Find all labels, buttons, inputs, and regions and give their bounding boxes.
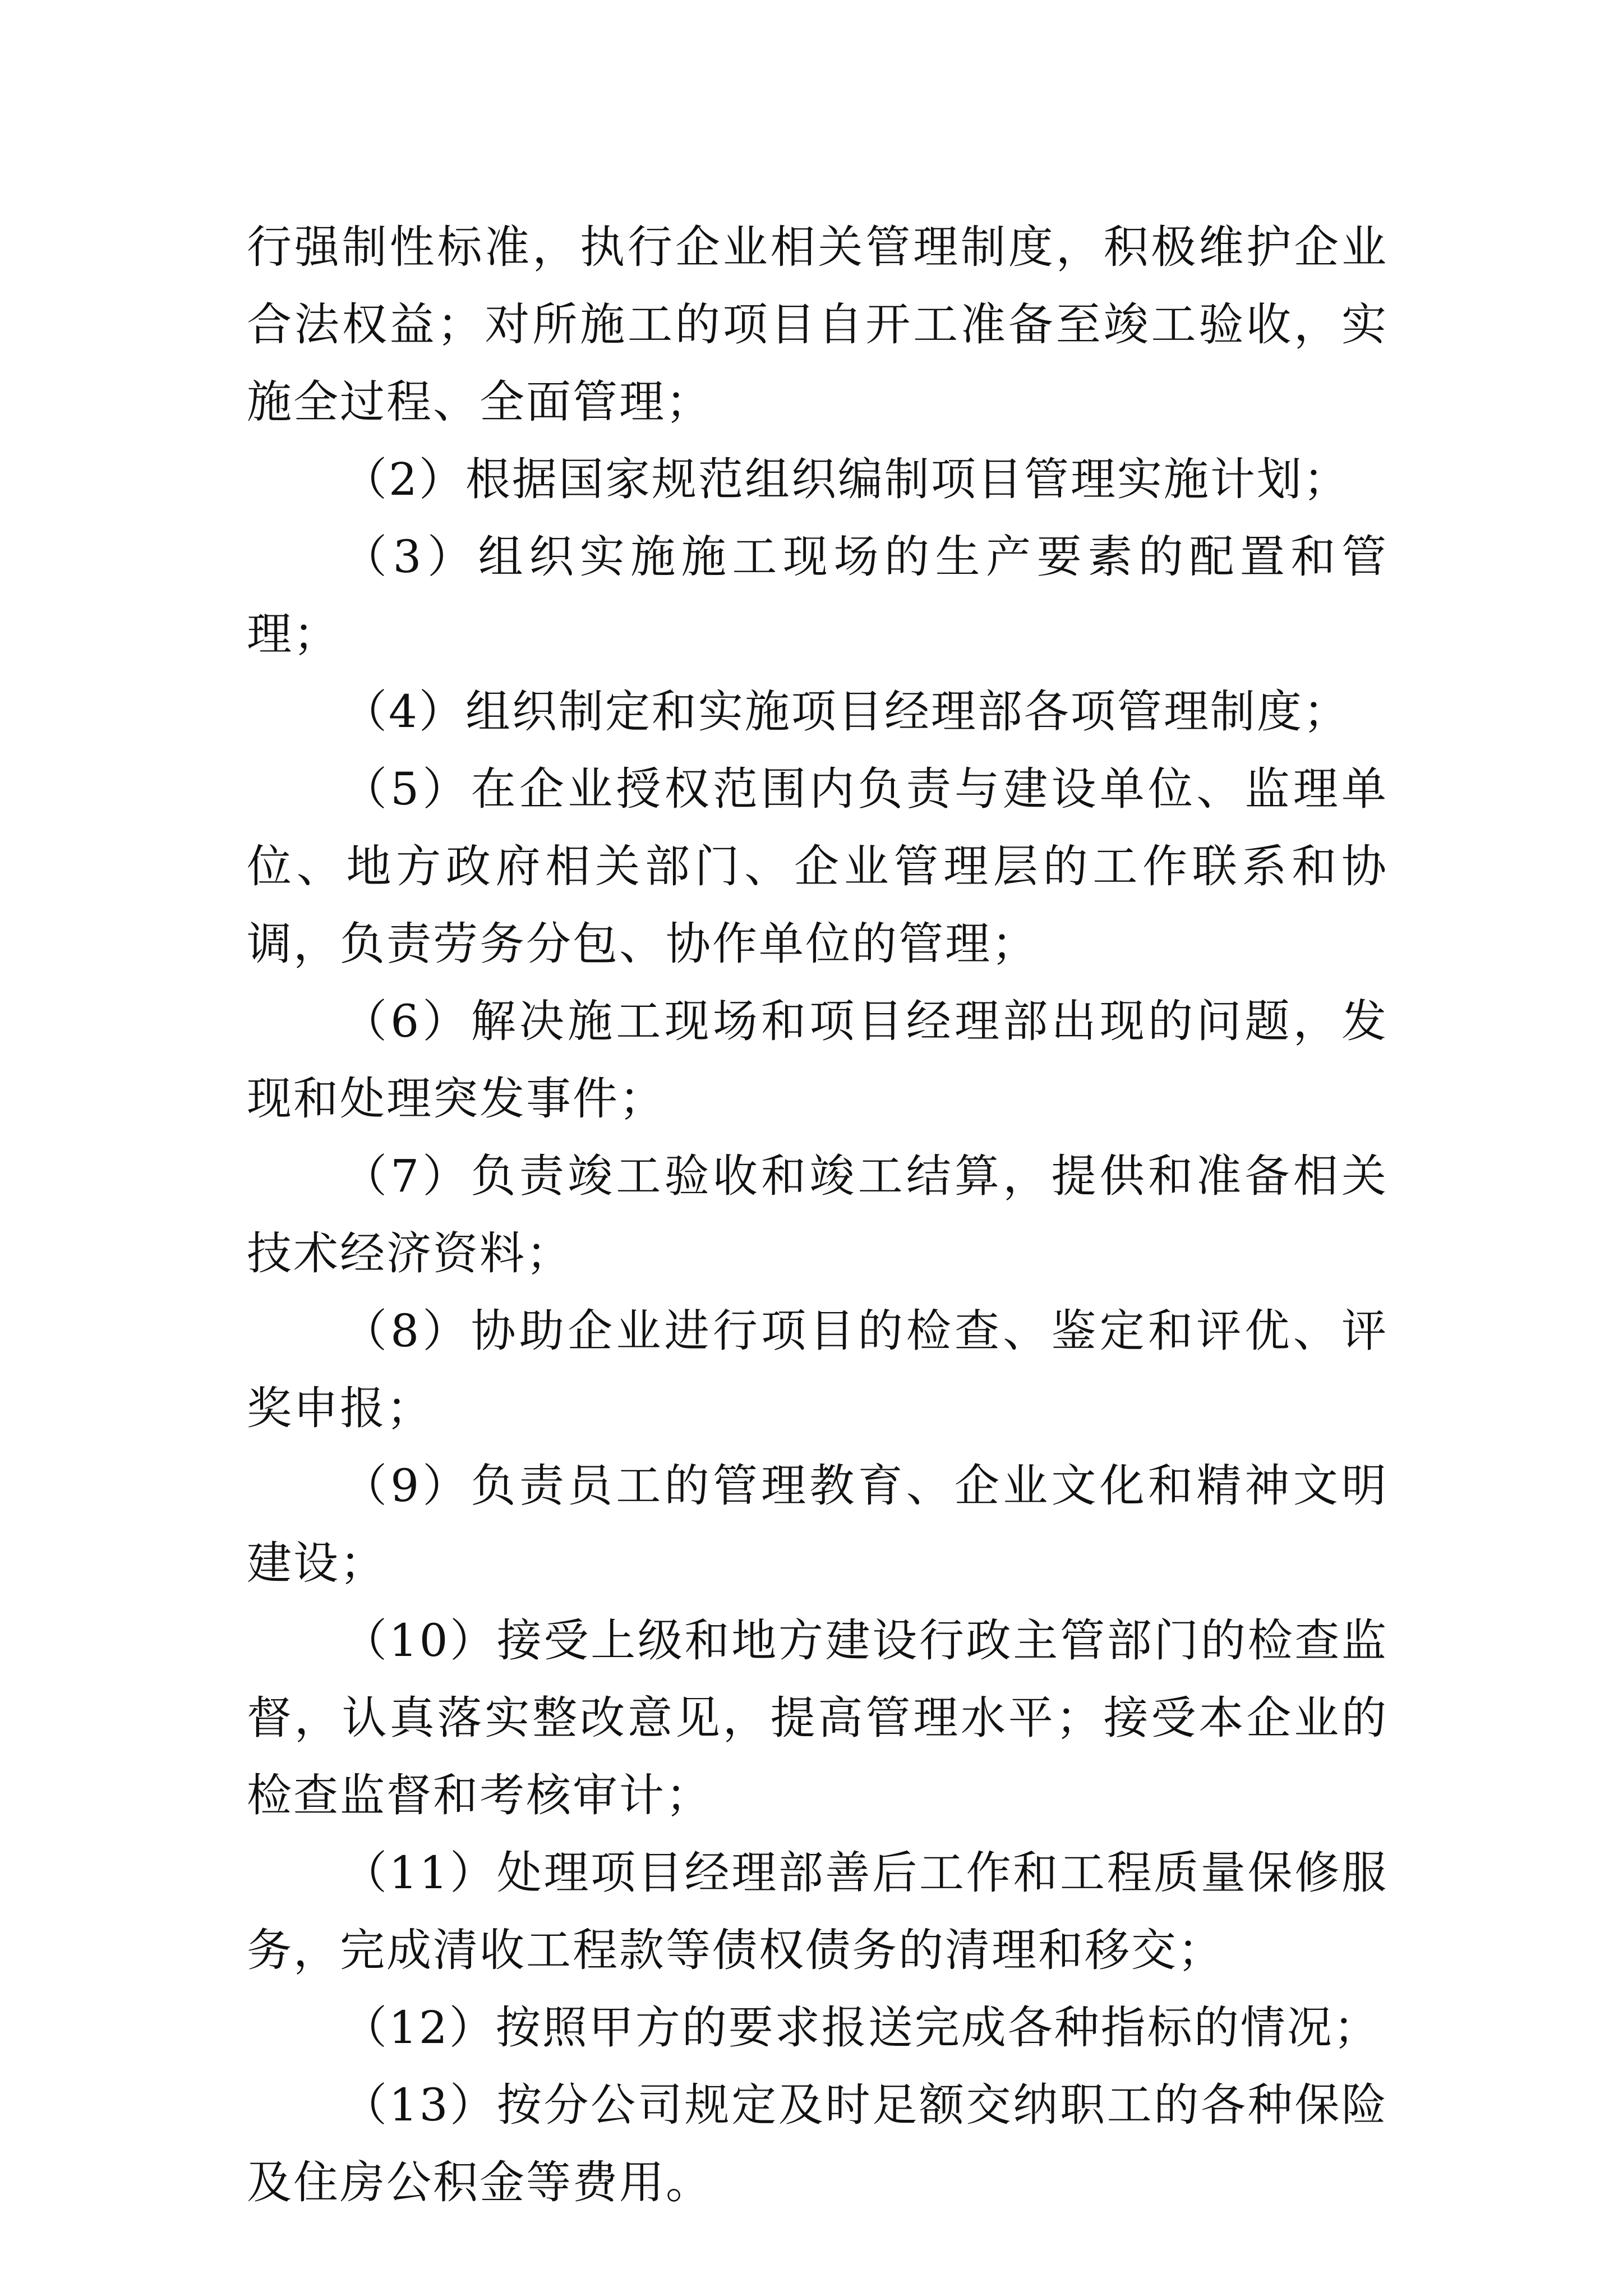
paragraph-item-4: （4）组织制定和实施项目经理部各项管理制度； — [342, 685, 1350, 738]
paragraph-item-8: （8）协助企业进行项目的检查、鉴定和评优、评奖申报； — [247, 1305, 1388, 1434]
paragraph-item-6: （6）解决施工现场和项目经理部出现的问题，发现和处理突发事件； — [247, 995, 1388, 1125]
paragraph-item-5: （5）在企业授权范围内负责与建设单位、监理单位、地方政府相关部门、企业管理层的工作联系和协调，负责劳务分包、协作单位的管理； — [247, 763, 1388, 970]
paragraph-item-10: （10）接受上级和地方建设行政主管部门的检查监督，认真落实整改意见，提高管理水平；接受本企业的检查监督和考核审计； — [247, 1614, 1388, 1821]
paragraph-item-3: （3）组织实施施工现场的生产要素的配置和管理； — [247, 531, 1388, 660]
paragraph-item-12: （12）按照甲方的要求报送完成各种指标的情况； — [342, 2001, 1380, 2054]
paragraph-item-9: （9）负责员工的管理教育、企业文化和精神文明建设； — [247, 1460, 1388, 1589]
paragraph-item-7: （7）负责竣工验收和竣工结算，提供和准备相关技术经济资料； — [247, 1150, 1388, 1280]
paragraph-item-2: （2）根据国家规范组织编制项目管理实施计划； — [342, 453, 1350, 505]
paragraph-continuation: 行强制性标准，执行企业相关管理制度，积极维护企业合法权益；对所施工的项目自开工准备至竣工验收，实施全过程、全面管理； — [247, 221, 1388, 428]
paragraph-item-11: （11）处理项目经理部善后工作和工程质量保修服务，完成清收工程款等债权债务的清理和移交； — [247, 1847, 1388, 1976]
document-body — [247, 209, 1388, 2221]
paragraph-item-13: （13）按分公司规定及时足额交纳职工的各种保险及住房公积金等费用。 — [247, 2079, 1388, 2208]
